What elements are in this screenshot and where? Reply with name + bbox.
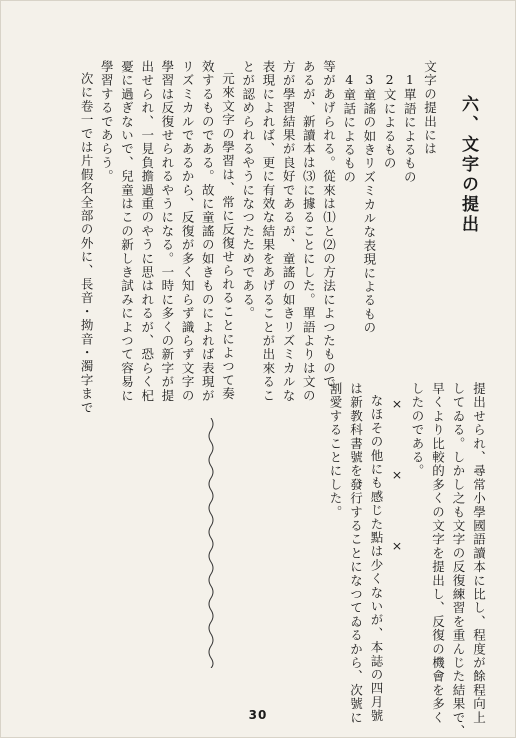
- wavy-divider-line: [205, 418, 217, 668]
- text-column: 4童話によるもの: [341, 72, 357, 185]
- text-column: 提出せられ、尋常小學國語讀本に比し、程度が餘程向上: [471, 382, 487, 725]
- text-column: なほその他にも感じた點は少くないが、本誌の四月號: [369, 394, 384, 723]
- text-column: してゐる。しかし之も文字の反復練習を重んじた結果で、: [451, 382, 466, 738]
- text-column: 方が學習結果が良好であるが、童謠の如きリズミカルな: [281, 60, 297, 403]
- text-column: 出せられ、一見負擔過重のやうに思はれるが、恐らく杞: [139, 60, 155, 403]
- text-column: 效するものである。故に童謠の如きものによれば表現が: [200, 60, 216, 403]
- text-column: 學習は反復せられるやうになる。一時に多くの新字が提: [159, 60, 175, 403]
- text-column: 文字の提出には: [422, 60, 438, 156]
- text-column: 3童謠の如きリズミカルな表現によるもの: [361, 72, 377, 335]
- text-column: リズミカルであるから、反復が多く知らず識らず文字の: [180, 60, 196, 403]
- section-title: 六、文字の提出: [458, 95, 478, 235]
- text-column: とが認められるやうになつたためである。: [240, 60, 256, 321]
- text-column: したのである。: [410, 382, 425, 478]
- text-column: あるが、新讀本は⑶に據ることにした。單語よりは文の: [301, 60, 317, 403]
- text-column: 元來文字の學習は、常に反復せられることによつて奏: [220, 72, 236, 401]
- text-column: 表現によれば、更に有效な結果をあげることが出來るこ: [260, 60, 276, 403]
- text-column: 1單語によるもの: [402, 72, 418, 185]
- text-column: 學習するであらう。: [99, 60, 115, 184]
- text-column: 2文によるもの: [382, 72, 398, 171]
- text-column: 次に卷一では片假名全部の外に、長音・拗音・濁字まで: [79, 72, 95, 415]
- text-column: 等があげられる。從來は⑴と⑵の方法によつたもので: [321, 60, 337, 389]
- text-column: × × ×: [389, 396, 405, 555]
- text-column: は新教科書號を發行することになつてゐるから、次號に: [348, 382, 364, 725]
- text-column: 早くより比較的多くの文字を提出し、反復の機會を多く: [430, 382, 446, 725]
- text-column: 憂に過ぎないで、兒童はこの新しき試みによつて容易に: [119, 60, 135, 403]
- page-number: 30: [248, 708, 268, 722]
- text-column: 割愛することにした。: [328, 382, 343, 519]
